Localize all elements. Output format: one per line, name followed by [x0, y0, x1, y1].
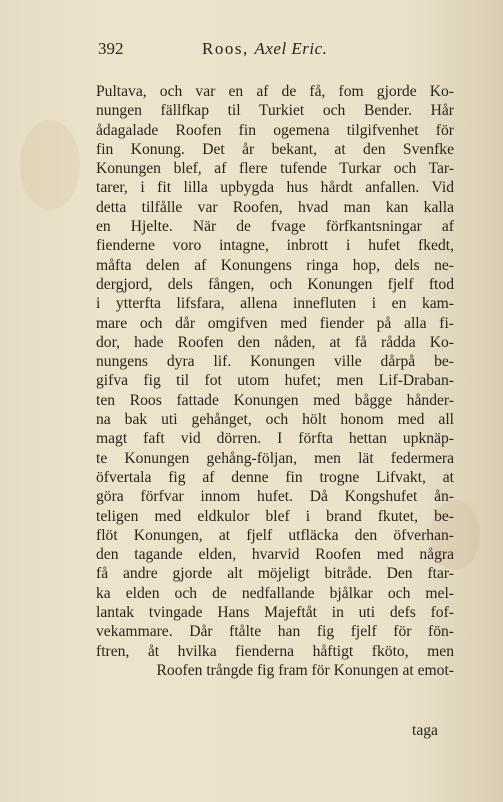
text-line: Pultava, och var en af de få, fom gjorde Ko-: [96, 83, 454, 100]
running-head-italic: Axel Eric.: [254, 39, 328, 58]
text-line: tarer, i fit lilla upbygda hus hårdt anfallen. Vid: [96, 179, 454, 197]
catchword: taga: [412, 722, 438, 739]
text-line: ka elden och de nedfallande bjålkar och mel-: [96, 584, 454, 602]
text-line: na bak uti gehånget, och hölt honom med all: [96, 411, 454, 429]
text-line: teligen med eldkulor blef i brand fkutet, be-: [96, 507, 454, 525]
text-line: dergjord, dels fången, och Konungen fjelf ftod: [96, 275, 454, 293]
text-line: fienderne voro intagne, inbrott i hufet fkedt,: [96, 237, 454, 255]
text-line: öfvertala fig af denne fin trogne Lifvakt, at: [96, 468, 454, 486]
running-head: [202, 36, 327, 62]
text-line: vekammare. Dår ftålte han fig fjelf för fön-: [96, 623, 454, 641]
text-line: den tagande elden, hvarvid Roofen med några: [96, 546, 454, 564]
text-line: te Konungen gehång-följan, men lät federmera: [96, 449, 454, 467]
text-line: gifva fig til fot utom hufet; men Lif-Draban-: [96, 372, 454, 390]
body-text: [96, 82, 454, 680]
text-line: flöt Konungen, at fjelf utfläcka den öfverhan-: [96, 526, 454, 544]
text-line: måfta delen af Konungens ringa hop, dels ne-: [96, 256, 454, 274]
text-line: få andre gjorde alt möjeligt bitråde. Den ftar-: [96, 565, 454, 583]
text-line: dor, hade Roofen den nåden, at få rådda Ko-: [96, 333, 454, 351]
page-number: 392: [98, 39, 124, 58]
running-head-plain: Roos,: [202, 39, 255, 58]
text-line: magt faft vid dörren. I förfta hettan upknäp-: [96, 430, 454, 448]
text-line: detta tilfålle var Roofen, hvad man kan kalla: [96, 198, 454, 216]
text-line: nungen fällfkap til Turkiet och Bender. Hår: [96, 102, 454, 120]
text-line: lantak tvingade Hans Majeftåt in uti defs fof-: [96, 604, 454, 622]
text-line: mare och dår omgifven med fiender på alla fi-: [96, 314, 454, 332]
text-line: Roofen trångde fig fram för Konungen at emot-: [156, 661, 454, 679]
text-line: i ytterfta lifsfara, allena innefluten i en kam-: [96, 295, 454, 313]
text-line: göra förfvar innom hufet. Då Kongshufet ån-: [96, 488, 454, 506]
text-line: ådagalade Roofen fin ogemena tilgifvenhet för: [96, 121, 454, 139]
text-line: ftren, åt hvilka fienderna håftigt fköto, men: [96, 642, 454, 660]
text-line: Konungen blef, af flere tufende Turkar och Tar-: [96, 160, 454, 178]
text-line: en Hjelte. När de fvage förfkantsningar af: [96, 218, 454, 236]
paper-stain: [20, 120, 80, 210]
text-line: nungens dyra lif. Konungen ville dårpå be-: [96, 353, 454, 371]
text-line: ten Roos fattade Konungen med bågge hånder-: [96, 391, 454, 409]
page-header: [98, 36, 458, 62]
text-line: fin Konung. Det år bekant, at den Svenfke: [96, 140, 454, 158]
